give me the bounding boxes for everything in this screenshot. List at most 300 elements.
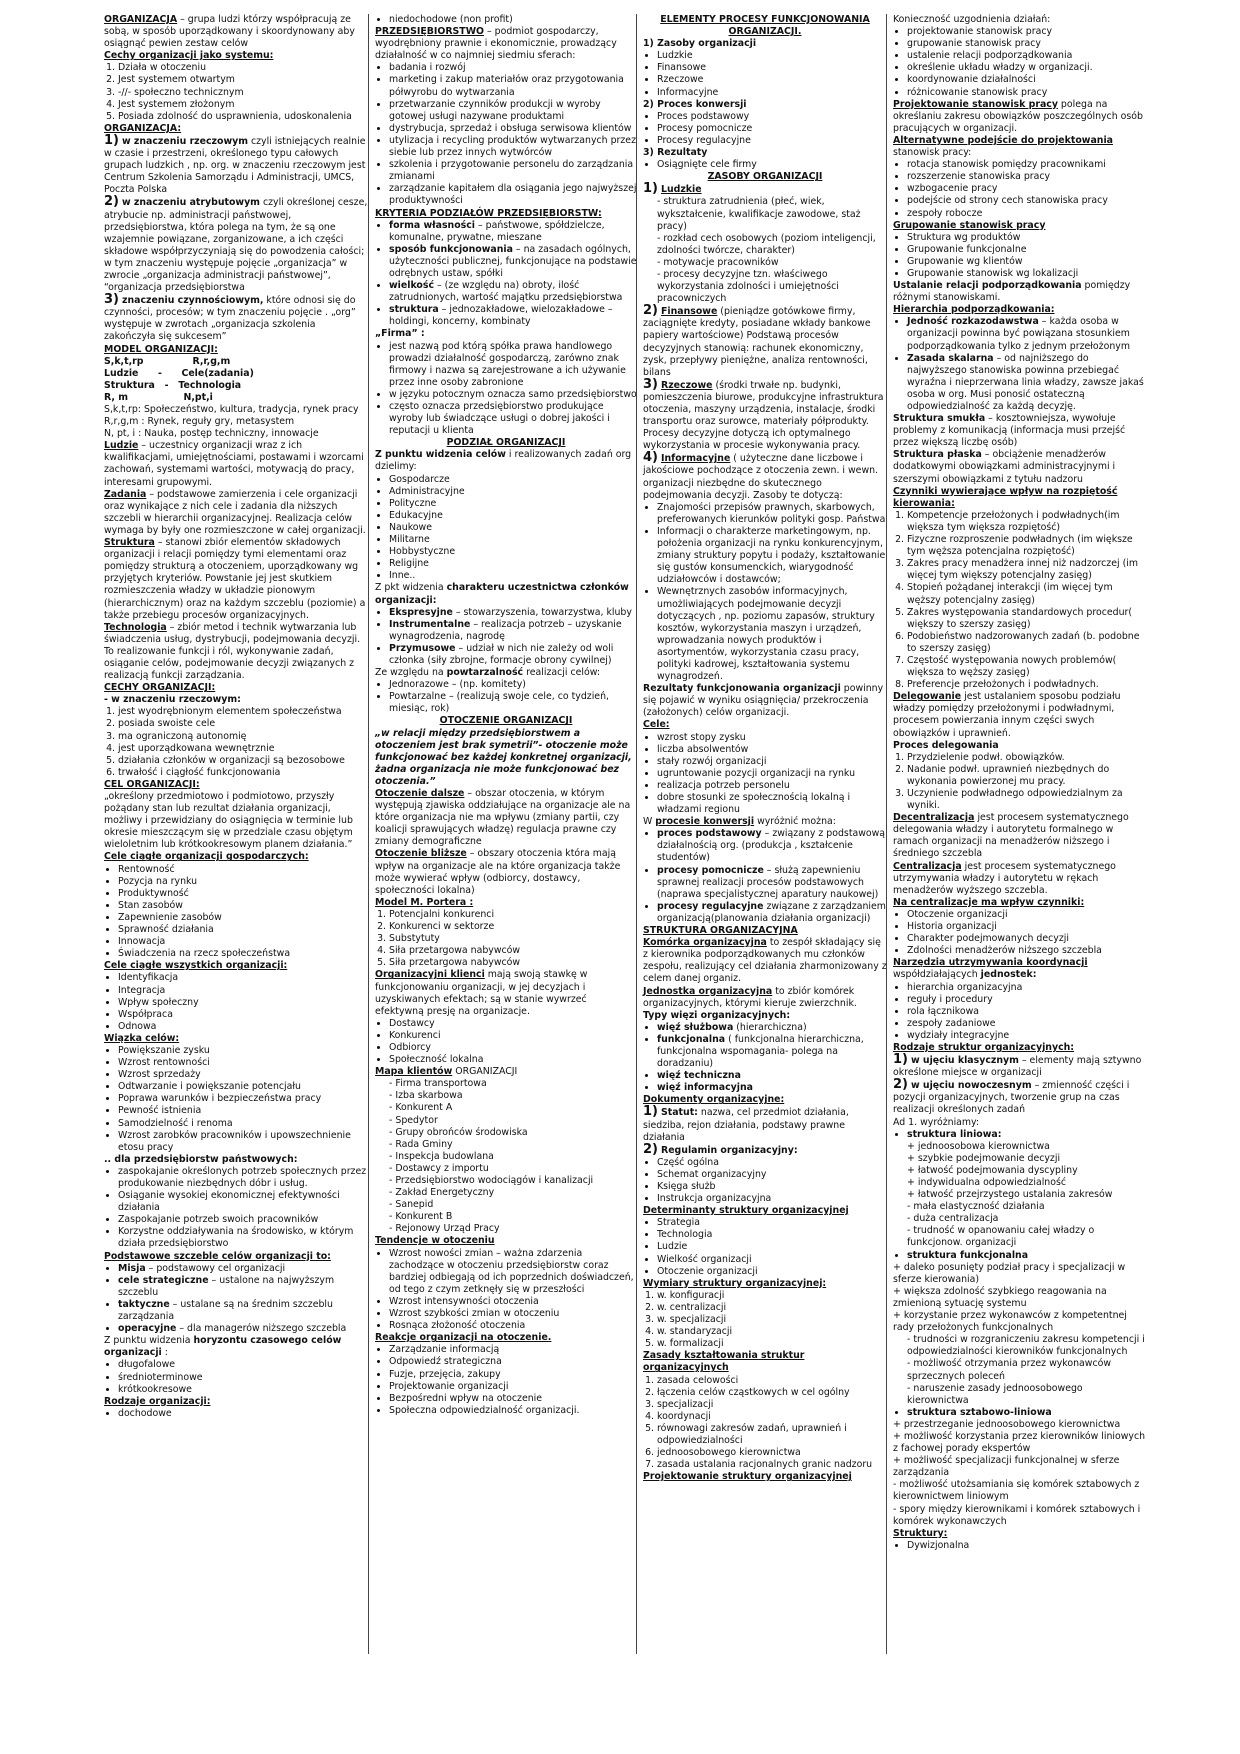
list-item: • w języku potocznym oznacza samo przedsiębiorstwo	[389, 389, 637, 401]
list-item: • Zapewnienie zasobów	[118, 912, 368, 924]
list-item: 7. Częstość występowania nowych problemów( większa to węższy zasięg)	[907, 655, 1147, 679]
paragraph: 2) w znaczeniu atrybutowym czyli określonej cesze, atrybucie np. administracji państwowej, przedsiębiorstwa, która polega na tym, że są one wzajemnie powiązane, zorganizowane, a ich części składowe współprzyczyniają się do powodzenia całości; w tym znaczeniu występuje pojęcie „organizacja” w zwrocie „organizacja administracji państwowej”, “organizacja przedsiębiorstwa	[104, 194, 368, 294]
list-item: 2. Konkurenci w sektorze	[389, 921, 637, 933]
list-item: • realizacja potrzeb personelu	[657, 780, 887, 792]
list-item: • ustalenie relacji podporządkowania	[907, 50, 1147, 62]
list-item: • zespoły zadaniowe	[907, 1018, 1147, 1030]
list-item: + łatwość podejmowania dyscypliny	[907, 1165, 1147, 1177]
bullet-list	[104, 972, 368, 1032]
bullet-list	[643, 111, 887, 147]
list-item: • Militarne	[389, 534, 637, 546]
section-heading: Czynniki wywierające wpływ na rozpiętość kierowania:	[893, 485, 1118, 509]
list-item: 3. Zakres pracy menadżera innej niż nadzorczej (im więcej tym większy potencjalny zasięg)	[907, 558, 1147, 582]
list-item: - Przedsiębiorstwo wodociągów i kanalizacji	[389, 1175, 637, 1187]
bullet-list	[104, 1359, 368, 1395]
list-item: • Edukacyjne	[389, 510, 637, 522]
list-item: 5. Posiada zdolność do usprawnienia, udoskonalenia	[118, 111, 368, 123]
bullet-list	[893, 909, 1147, 957]
list-item: + łatwość przejrzystego ustalania zakresów	[907, 1189, 1147, 1201]
list-item: 3. w. specjalizacji	[657, 1314, 887, 1326]
section-heading: STRUKTURA ORGANIZACYJNA	[643, 925, 798, 937]
list-item: • średnioterminowe	[118, 1372, 368, 1384]
paragraph: To realizowanie funkcji i ról, wykonywanie zadań, osiąganie celów, podejmowanie decyzji związanych z realizacją funkcji zarządzania.	[104, 645, 355, 682]
paragraph: Otoczenie bliższe – obszary otoczenia która mają wpływ na organizacje ale na które organizacja także może wywierać wpływ (odbiorcy, dostawcy, społeczności lokalna)	[375, 848, 621, 896]
bullet-list	[104, 1045, 368, 1154]
paragraph: Organizacyjni klienci mają swoją stawkę w funkcjonowaniu organizacji, w jej decyzjach i uzyskiwanych efektach; są w stanie wywrzeć efektywną presję na organizacje.	[375, 969, 588, 1017]
paragraph: 4) Informacyjne ( użyteczne dane liczbowe i jakościowe pochodzące z otoczenia zewn. i wewn. organizacji niezbędne do skutecznego podejmowania decyzji. Zasoby te dotyczą:	[643, 450, 879, 501]
paragraph: Ustalanie relacji podporządkowania pomiędzy różnymi stanowiskami.	[893, 280, 1131, 304]
column-3	[636, 14, 887, 1654]
list-item: 1. Potencjalni konkurenci	[389, 909, 637, 921]
list-item: - Spedytor	[389, 1115, 637, 1127]
list-item: - Firma transportowa	[389, 1078, 637, 1090]
list-item: • Bezpośredni wpływ na otoczenie	[389, 1393, 637, 1405]
column-4	[886, 14, 1147, 1654]
list-item: • proces podstawowy – związany z podstawową działalnością org. (produkcja , kształcenie studentów)	[657, 828, 887, 864]
list-item: • marketing i zakup materiałów oraz przygotowania półwyrobu do wytwarzania	[389, 74, 637, 98]
list-item: • Wielkość organizacji	[657, 1254, 887, 1266]
section-heading: Grupowanie stanowisk pracy	[893, 219, 1046, 231]
paragraph: Z pkt widzenia charakteru uczestnictwa członków organizacji:	[375, 582, 629, 606]
list-item: - naruszenie zasady jednoosobowego kierownictwa	[907, 1383, 1147, 1407]
list-item: • zespoły robocze	[907, 208, 1147, 220]
paragraph: Decentralizacja jest procesem systematycznego delegowania władzy i autorytetu formalnego w ramach organizacji na menadżerów niższego i średniego szczebla	[893, 812, 1129, 860]
bullet-list	[643, 1217, 887, 1277]
list-item: • Odbiorcy	[389, 1042, 637, 1054]
list-item: - struktura zatrudnienia (płeć, wiek, wykształcenie, kwalifikacje zawodowe, staż pracy)	[657, 196, 887, 232]
list-item: • Instrumentalne – realizacja potrzeb – uzyskanie wynagrodzenia, nagrodę	[389, 619, 637, 643]
paragraph: Narzędzia utrzymywania koordynacji współdziałających jednostek:	[893, 957, 1088, 981]
list-item: • Produktywność	[118, 888, 368, 900]
list-item: • Społeczna odpowiedzialność organizacji.	[389, 1405, 637, 1417]
list-item: • Wewnętrznych zasobów informacyjnych, umożliwiających podejmowanie decyzji dotyczących , np. poziomu zapasów, struktury kosztów, wykorzystania maszyn i urządzeń, wprowadzania nowych produktów i asortymentów, wykorzystania czasu pracy, polityki kadrowej, kształtowania systemu wynagrodzeń.	[657, 586, 887, 683]
paragraph: Struktura płaska – obciążenie menadżerów dodatkowymi obowiązkami administracyjnymi i szerszymi obowiązkami z tytułu nadzoru	[893, 449, 1116, 485]
list-item: • Misja – podstawowy cel organizacji	[118, 1263, 368, 1275]
paragraph: - w znaczeniu rzeczowym:	[104, 694, 241, 706]
list-item: • forma własności – państwowe, spółdzielcze, komunalne, prywatne, mieszane	[389, 220, 637, 244]
list-item: • Wzrost szybkości zmian w otoczeniu	[389, 1308, 637, 1320]
list-item: • szkolenia i przygotowanie personelu do zarządzania zmianami	[389, 159, 637, 183]
list-item: 2. posiada swoiste cele	[118, 718, 368, 730]
list-item: • wzrost stopy zysku	[657, 732, 887, 744]
paragraph: Struktura – stanowi zbiór elementów składowych organizacji i relacji pomiędzy tymi elementami oraz pomiędzy strukturą a otoczeniem, uporządkowany wg przyjętych kryteriów. Powstanie jej jest skutkiem rozmieszczenia władzy w układzie pionowym (hierarchicznym) oraz na każdym szczeblu (poziomie) a także przebiegu procesów organizacyjnych.	[104, 537, 366, 621]
list-item: - mała elastyczność działania	[907, 1201, 1147, 1213]
list-item: • wydziały integracyjne	[907, 1030, 1147, 1042]
list-item: • niedochodowe (non profit)	[389, 14, 637, 26]
list-item: • operacyjne – dla managerów niższego szczebla	[118, 1323, 368, 1335]
paragraph: 1) Statut: nazwa, cel przedmiot działania, siedziba, rejon działania, podstawy prawne działania	[643, 1104, 849, 1143]
list-item: • rozszerzenie stanowiska pracy	[907, 171, 1147, 183]
list-item: • Zdolności menadżerów niższego szczebla	[907, 945, 1147, 957]
column-2	[368, 14, 637, 1654]
list-item: • Ludzkie	[657, 50, 887, 62]
bullet-list	[375, 220, 637, 329]
list-item: 5. działania członków w organizacji są bezosobowe	[118, 755, 368, 767]
list-item: • dobre stosunki ze społecznością lokalną i władzami regionu	[657, 792, 887, 816]
paragraph: 1) Ludzkie	[643, 181, 702, 197]
section-heading: Zasady kształtowania struktur organizacyjnych	[643, 1350, 805, 1374]
list-item: • Informacji o charakterze marketingowym, np. położenia organizacji na rynku konkurencyjnym, zmiany struktury popytu i podaży, kształtowanie się gustów konsumenckich, wiarygodność udziałowców i dostawców;	[657, 526, 887, 586]
bullet-list	[893, 1250, 1147, 1262]
paragraph: Typy więzi organizacyjnych:	[643, 1009, 791, 1021]
list-item: 3. Uczynienie podwładnego odpowiedzialnym za wyniki.	[907, 788, 1147, 812]
list-item: • Przymusowe – udział w nich nie zależy od woli członka (siły zbrojne, formacje obrony cywilnej)	[389, 643, 637, 667]
list-item: • Znajomości przepisów prawnych, skarbowych, preferowanych kierunków polityki gosp. Państwa	[657, 502, 887, 526]
list-item: - możliwość otrzymania przez wykonawców sprzecznych poleceń	[907, 1358, 1147, 1382]
paragraph: 3) znaczeniu czynnościowym, które odnosi się do czynności, procesów; w tym znaczeniu pojęcie . „org” występuje w zwrotach „organizacja szkolenia zakończyła się sukcesem”	[104, 292, 356, 343]
list-item: - trudność w opanowaniu całej władzy o funkcjonow. organizacji	[907, 1225, 1147, 1249]
list-item: • Procesy regulacyjne	[657, 135, 887, 147]
list-item: • dochodowe	[118, 1408, 368, 1420]
section-heading: KRYTERIA PODZIAŁÓW PRZEDSIĘBIORSTW:	[375, 207, 602, 219]
list-item: • Konkurenci	[389, 1030, 637, 1042]
section-heading: Tendencje w otoczeniu	[375, 1235, 495, 1247]
list-item: 1. Działa w otoczeniu	[118, 62, 368, 74]
section-heading: ORGANIZACJA:	[104, 122, 182, 134]
list-item: • określenie układu władzy w organizacji.	[907, 62, 1147, 74]
list-item: • Poprawa warunków i bezpieczeństwa pracy	[118, 1093, 368, 1105]
list-item: • Instrukcja organizacyjna	[657, 1193, 887, 1205]
list-item: • hierarchia organizacyjna	[907, 982, 1147, 994]
section-heading: CECHY ORGANIZACJI:	[104, 682, 216, 694]
paragraph: ELEMENTY PROCESY FUNKCJONOWANIA ORGANIZACJI.	[660, 14, 870, 38]
list-item: • stały rozwój organizacji	[657, 756, 887, 768]
list-item: 3. specjalizacji	[657, 1399, 887, 1411]
paragraph: PRZEDSIĘBIORSTWO – podmiot gospodarczy, wyodrębniony prawnie i ekonomicznie, prowadzący działalność w co najmniej siedmiu sferach:	[375, 26, 617, 62]
list-item: 6. trwałość i ciągłość funkcjonowania	[118, 767, 368, 779]
paragraph: OTOCZENIE ORGANIZACJI	[439, 715, 573, 727]
section-heading: Hierarchia podporządkowania:	[893, 304, 1055, 316]
list-item: • Grupowanie stanowisk wg lokalizacji	[907, 268, 1147, 280]
list-item: + szybkie podejmowanie decyzji	[907, 1153, 1147, 1165]
paragraph: Projektowanie stanowisk pracy polega na określaniu zakresu obowiązków poszczególnych osób pracujących w organizacji.	[893, 98, 1143, 134]
section-heading: Cele ciągłe organizacji gospodarczych:	[104, 851, 309, 863]
list-item: 2. w. centralizacji	[657, 1302, 887, 1314]
bullet-list	[375, 14, 637, 26]
list-item: 7. zasada ustalania racjonalnych granic nadzoru	[657, 1459, 887, 1471]
bullet-list	[893, 159, 1147, 219]
list-item: 1. Przydzielenie podwł. obowiązków.	[907, 752, 1147, 764]
list-item: - Sanepid	[389, 1199, 637, 1211]
section-heading: Cechy organizacji jako systemu:	[104, 50, 274, 62]
list-item: • Struktura wg produktów	[907, 232, 1147, 244]
numbered-list	[893, 752, 1147, 812]
bullet-list	[893, 1129, 1147, 1141]
list-item: 1. jest wyodrębnionym elementem społeczeństwa	[118, 706, 368, 718]
list-item: 4. Jest systemem złożonym	[118, 99, 368, 111]
paragraph: Z punktu widzenia horyzontu czasowego celów organizacji :	[104, 1335, 342, 1359]
list-item: • Część ogólna	[657, 1157, 887, 1169]
list-item: 6. jednoosobowego kierownictwa	[657, 1447, 887, 1459]
list-item: - Zakład Energetyczny	[389, 1187, 637, 1199]
list-item: • Wzrost rentowności	[118, 1057, 368, 1069]
list-item: • Proces podstawowy	[657, 111, 887, 123]
list-item: • taktyczne – ustalane są na średnim szczeblu zarządzania	[118, 1299, 368, 1323]
bullet-list	[893, 1334, 1147, 1407]
list-item: - Konkurent A	[389, 1102, 637, 1114]
list-item: • Informacyjne	[657, 87, 887, 99]
bullet-list	[643, 196, 887, 305]
list-item: • ugruntowanie pozycji organizacji na rynku	[657, 768, 887, 780]
list-item: 1. Kompetencje przełożonych i podwładnych(im większa tym większa rozpiętość)	[907, 510, 1147, 534]
section-heading: MODEL ORGANIZACJI:	[104, 343, 218, 355]
list-item: 4. koordynacji	[657, 1411, 887, 1423]
paragraph: Alternatywne podejście do projektowania stanowisk pracy:	[893, 134, 1114, 159]
numbered-list	[375, 909, 637, 969]
list-item: • Innowacja	[118, 936, 368, 948]
bullet-list	[643, 828, 887, 925]
section-heading: Cele ciągłe wszystkich organizacji:	[104, 960, 288, 972]
list-item: • liczba absolwentów	[657, 744, 887, 756]
bullet-list	[643, 50, 887, 98]
list-item: • Integracja	[118, 985, 368, 997]
list-item: • często oznacza przedsiębiorstwo produkujące wyroby lub świadczące usługi o dobrej jakości i reputacji u klienta	[389, 401, 637, 437]
bullet-list	[375, 607, 637, 667]
list-item: 5. Zakres występowania standardowych procedur( większy to szerszy zasięg)	[907, 607, 1147, 631]
list-item: • Odpowiedź strategiczna	[389, 1356, 637, 1368]
section-heading: Podstawowe szczeble celów organizacji to:	[104, 1250, 331, 1262]
paragraph: 1) w znaczeniu rzeczowym czyli istniejących realnie w czasie i przestrzeni, określonego typu całowych grupach ludzkich , np. org. w znaczeniu rzeczowym jest Centrum Szkolenia Samorządu i Administracji, UMCS, Poczta Polska	[104, 132, 366, 196]
list-item: - motywacje pracowników	[657, 257, 887, 269]
bullet-list	[375, 1248, 637, 1333]
bullet-list	[893, 982, 1147, 1042]
section-heading: CEL ORGANIZACJI:	[104, 778, 200, 790]
list-item: • Wzrost sprzedaży	[118, 1069, 368, 1081]
list-item: • Zasada skalarna – od najniższego do najwyższego stanowiska powinna przebiegać wyraźna i nieprzerwana linia władzy, zawsze jakaś osoba w org. Musi ponosić ostateczną odpowiedzialność za każdą decyzję.	[907, 353, 1147, 413]
paragraph: Centralizacja jest procesem systematycznego utrzymywania władzy i autorytetu w rękach menadżerów wyższego szczebla.	[893, 860, 1116, 896]
list-item: • Religijne	[389, 558, 637, 570]
section-heading: Model M. Portera :	[375, 896, 474, 908]
numbered-list	[643, 1290, 887, 1350]
list-item: • Dywizjonalna	[907, 1540, 1147, 1552]
list-item: - duża centralizacja	[907, 1213, 1147, 1225]
list-item: • Powiększanie zysku	[118, 1045, 368, 1057]
list-item: 1. zasada celowości	[657, 1375, 887, 1387]
paragraph: Komórka organizacyjna to zespół składający się z kierownika podporządkowanych mu członków zespołu, realizujący cel działania zharmonizowany z celem danej organiz.	[643, 937, 887, 985]
list-item: • sposób funkcjonowania – na zasadach ogólnych, użyteczności publicznej, funkcjonujące na podstawie odrębnych ustaw, spółki	[389, 244, 637, 280]
list-item: • Świadczenia na rzecz społeczeństwa	[118, 948, 368, 960]
section-heading: Na centralizacje ma wpływ czynniki:	[893, 896, 1085, 908]
paragraph: 2) Proces konwersji	[643, 98, 747, 110]
paragraph: S,k,t,rp: Społeczeństwo, kultura, tradycja, rynek pracy R,r,g,m : Rynek, reguły gry, metasystem N, pt, i : Nauka, postęp techniczny, innowacje	[104, 404, 359, 440]
list-item: • Pewność istnienia	[118, 1105, 368, 1117]
paragraph: Delegowanie jest ustalaniem sposobu podziału władzy pomiędzy przełożonymi i podwładnymi, procesem powierzania innym części swych obowiązków i uprawnień.	[893, 691, 1121, 739]
list-item: • grupowanie stanowisk pracy	[907, 38, 1147, 50]
list-item: • badania i rozwój	[389, 62, 637, 74]
paragraph: 1) Zasoby organizacji	[643, 38, 757, 50]
list-item: • Ludzie	[657, 1241, 887, 1253]
list-item: - Rada Gminy	[389, 1139, 637, 1151]
list-item: • przetwarzanie czynników produkcji w wyroby gotowej usługi nazywane produktami	[389, 99, 637, 123]
list-item: • Grupowanie funkcjonalne	[907, 244, 1147, 256]
paragraph: Struktura smukła – kosztowniejsza, wywołuje problemy z komunikacją (informacja musi przejść przez większą liczbę osób)	[893, 413, 1126, 449]
list-item: • projektowanie stanowisk pracy	[907, 26, 1147, 38]
list-item: • Gospodarcze	[389, 474, 637, 486]
list-item: • Powtarzalne – (realizują swoje cele, co tydzień, miesiąc, rok)	[389, 691, 637, 715]
bullet-list	[375, 1344, 637, 1417]
list-item: • Naukowe	[389, 522, 637, 534]
paragraph: + daleko posunięty podział pracy i specjalizacji w sferze kierowania) + większa zdolność szybkiego reagowania na zmienioną sytuację systemu + korzystanie przez wykonawców z kompetentnej rady przełożonych funkcjonalnych	[893, 1261, 1127, 1334]
paragraph: Otoczenie dalsze – obszar otoczenia, w którym występują zjawiska oddziałujące na organizacje ale na które organizacja nie ma wpływu (zmiany partii, czy koalicji sprawujących władzę) regulacja prawne czy zmiany demograficzne	[375, 788, 631, 848]
bullet-list	[104, 864, 368, 961]
bullet-list	[893, 316, 1147, 413]
list-item: • Zarządzanie informacją	[389, 1344, 637, 1356]
paragraph: Jednostka organizacyjna to zbiór komórek organizacyjnych, którymi kieruje zwierzchnik.	[643, 985, 857, 1009]
paragraph: .. dla przedsiębiorstw państwowych:	[104, 1153, 298, 1165]
list-item: • Samodzielność i renoma	[118, 1118, 368, 1130]
list-item: • Finansowe	[657, 62, 887, 74]
list-item: • zarządzanie kapitałem dla osiągania jego najwyższej produktywności	[389, 183, 637, 207]
numbered-list	[643, 1375, 887, 1472]
section-heading: Cele:	[643, 719, 670, 731]
list-item: • długofalowe	[118, 1359, 368, 1371]
list-item: • więź służbowa (hierarchiczna)	[657, 1022, 887, 1034]
section-heading: Rodzaje struktur organizacyjnych:	[893, 1041, 1075, 1053]
list-item: 3. -//- społeczno technicznym	[118, 87, 368, 99]
list-item: • Odtwarzanie i powiększanie potencjału	[118, 1081, 368, 1093]
list-item: 2. łączenia celów cząstkowych w cel ogólny	[657, 1387, 887, 1399]
list-item: - Grupy obrońców środowiska	[389, 1127, 637, 1139]
list-item: • Rzeczowe	[657, 74, 887, 86]
list-item: - Izba skarbowa	[389, 1090, 637, 1102]
list-item: • Ekspresyjne – stowarzyszenia, towarzystwa, kluby	[389, 607, 637, 619]
bullet-list	[893, 1201, 1147, 1249]
list-item: • rola łącznikowa	[907, 1006, 1147, 1018]
list-item: 6. Podobieństwo nadzorowanych zadań (b. podobne to szerszy zasięg)	[907, 631, 1147, 655]
list-item: + jednoosobowa kierownictwa	[907, 1141, 1147, 1153]
paragraph: „Firma” :	[375, 328, 425, 340]
list-item: • Projektowanie organizacji	[389, 1381, 637, 1393]
bullet-list	[643, 732, 887, 817]
list-item: • Osiągnięte cele firmy	[657, 159, 887, 171]
paragraph: Ad 1. wyróżniamy:	[893, 1116, 980, 1128]
list-item: • Technologia	[657, 1229, 887, 1241]
bullet-list	[893, 26, 1147, 99]
list-item: • koordynowanie działalności	[907, 74, 1147, 86]
list-item: • Wzrost intensywności otoczenia	[389, 1296, 637, 1308]
list-item: • Hobbystyczne	[389, 546, 637, 558]
paragraph: 2) Regulamin organizacyjny:	[643, 1141, 798, 1157]
list-item: 4. Siła przetargowa nabywców	[389, 945, 637, 957]
bullet-list	[375, 1078, 637, 1235]
paragraph: W procesie konwersji wyróżnić można:	[643, 816, 836, 828]
paragraph: Z punktu widzenia celów i realizowanych zadań org dzielimy:	[375, 449, 632, 473]
list-item: • Sprawność działania	[118, 924, 368, 936]
list-item: • reguły i procedury	[907, 994, 1147, 1006]
list-item: • Jednorazowe – (np. komitety)	[389, 679, 637, 691]
paragraph: Rezultaty funkcjonowania organizacji powinny się pojawić w wyniku osiągnięcia/ przekroczenia (założonych) celów organizacji.	[643, 683, 884, 719]
document-page	[104, 14, 1144, 1654]
list-item: • struktura sztabowo-liniowa	[907, 1407, 1147, 1419]
list-item: • Charakter podejmowanych decyzji	[907, 933, 1147, 945]
list-item: • struktura – jednozakładowe, wielozakładowe – holdingi, koncerny, kombinaty	[389, 304, 637, 328]
list-item: 1. w. konfiguracji	[657, 1290, 887, 1302]
list-item: • utylizacja i recycling produktów wytwarzanych przez siebie lub przez innych wytwórców	[389, 135, 637, 159]
paragraph: Ludzie – uczestnicy organizacji wraz z ich kwalifikacjami, umiejętnościami, postawami i wzorcami zachowań, systemami wartości, motywacją do pracy, interesami grupowymi.	[104, 440, 364, 488]
list-item: • Fuzje, przejęcia, zakupy	[389, 1369, 637, 1381]
list-item: • Korzystne oddziaływania na środowisko, w którym działa przedsiębiorstwo	[118, 1226, 368, 1250]
paragraph: ORGANIZACJA – grupa ludzi którzy współpracują ze sobą, w sposób uporządkowany i skoordynowany aby osiągnąć pewien zestaw celów	[104, 14, 355, 50]
bullet-list	[893, 1407, 1147, 1419]
paragraph: Konieczność uzgodnienia działań:	[893, 14, 1051, 25]
section-heading: Determinanty struktury organizacyjnej	[643, 1205, 849, 1217]
paragraph: Zadania – podstawowe zamierzenia i cele organizacji oraz wynikające z nich cele i zadania dla niższych szczebli w hierarchii organizacyjnej. Realizacja celów wymaga by były one rozmieszczone w całej organizacji.	[104, 488, 366, 536]
list-item: 4. Stopień pożądanej interakcji (im więcej tym węższy potencjalny zasięg)	[907, 582, 1147, 606]
section-heading: Rodzaje organizacji:	[104, 1395, 211, 1407]
list-item: • różnicowanie stanowisk pracy	[907, 87, 1147, 99]
list-item: • Stan zasobów	[118, 900, 368, 912]
bullet-list	[893, 232, 1147, 280]
list-item: 4. w. standaryzacji	[657, 1326, 887, 1338]
list-item: • procesy regulacyjne związane z zarządzaniem organizacją(planowania działania organizacji)	[657, 901, 887, 925]
list-item: 3. Substytuty	[389, 933, 637, 945]
list-item: 3. ma ograniczoną autonomię	[118, 731, 368, 743]
list-item: • dystrybucja, sprzedaż i obsługa serwisowa klientów	[389, 123, 637, 135]
section-heading: Projektowanie struktury organizacyjnej	[643, 1471, 852, 1483]
bullet-list	[375, 1018, 637, 1066]
bullet-list	[104, 1408, 368, 1420]
list-item: • Rentowność	[118, 864, 368, 876]
list-item: • Społeczność lokalna	[389, 1054, 637, 1066]
list-item: - rozkład cech osobowych (poziom inteligencji, zdolności twórcze, charakter)	[657, 233, 887, 257]
list-item: • Dostawcy	[389, 1018, 637, 1030]
list-item: • Wzrost nowości zmian – ważna zdarzenia zachodzące w otoczeniu przedsiębiorstw coraz bardziej odbiegają od ich poprzednich doświadczeń, od tego z czym zetknęły się w przeszłości	[389, 1248, 637, 1296]
list-item: - Konkurent B	[389, 1211, 637, 1223]
list-item: • podejście od strony cech stanowiska pracy	[907, 195, 1147, 207]
list-item: • cele strategiczne – ustalone na najwyższym szczeblu	[118, 1275, 368, 1299]
list-item: • Wzrost zarobków pracowników i upowszechnienie etosu pracy	[118, 1130, 368, 1154]
list-item: • Odnowa	[118, 1021, 368, 1033]
numbered-list	[893, 510, 1147, 691]
list-item: • Osiąganie wysokiej ekonomicznej efektywności działania	[118, 1190, 368, 1214]
paragraph: Ze względu na powtarzalność realizacji celów:	[375, 667, 601, 679]
list-item: • Pozycja na rynku	[118, 876, 368, 888]
list-item: • Inne..	[389, 570, 637, 582]
paragraph: ZASOBY ORGANIZACJI	[707, 171, 823, 183]
list-item: • rotacja stanowisk pomiędzy pracownikami	[907, 159, 1147, 171]
bullet-list	[643, 1157, 887, 1205]
paragraph: 2) w ujęciu nowoczesnym – zmienność części i pozycji organizacyjnych, tworzenie grup na czas realizacji określonych zadań	[893, 1077, 1130, 1116]
bullet-list	[375, 341, 637, 438]
paragraph: „określony przedmiotowo i podmiotowo, przyszły pożądany stan lub rezultat działania organizacji, możliwy i przewidziany do osiągnięcia w terminie lub okresie mieszczącym się w przedziale czasu objętym wieloletnim lub krótkookresowym planem działania.”	[104, 791, 353, 851]
bullet-list	[104, 1263, 368, 1336]
list-item: 5. Siła przetargowa nabywców	[389, 957, 637, 969]
list-item: • wzbogacenie pracy	[907, 183, 1147, 195]
bullet-list	[104, 1166, 368, 1251]
list-item: • Otoczenie organizacji	[907, 909, 1147, 921]
list-item: • Grupowanie wg klientów	[907, 256, 1147, 268]
list-item: • Historia organizacji	[907, 921, 1147, 933]
list-item: • Procesy pomocnicze	[657, 123, 887, 135]
section-heading: Struktury:	[893, 1527, 948, 1539]
bullet-list	[375, 62, 637, 207]
paragraph: „w relacji między przedsiębiorstwem a otoczeniem jest brak symetrii”- otoczenie może funkcjonować bez każdej konkretnej organizacji, żadna organizacja nie może funkcjonować bez otoczenia.”	[375, 727, 632, 787]
list-item: 5. w. formalizacji	[657, 1338, 887, 1350]
paragraph: Proces delegowania	[893, 739, 999, 751]
list-item: • funkcjonalna ( funkcjonalna hierarchiczna, funkcjonalna wspomagania- polega na doradzaniu)	[657, 1034, 887, 1070]
list-item: 4. jest uporządkowana wewnętrznie	[118, 743, 368, 755]
bullet-list	[643, 502, 887, 683]
list-item: • Wpływ społeczny	[118, 997, 368, 1009]
bullet-list	[643, 159, 887, 171]
list-item: • struktura funkcjonalna	[907, 1250, 1147, 1262]
numbered-list	[104, 706, 368, 779]
list-item: • Polityczne	[389, 498, 637, 510]
paragraph: + przestrzeganie jednoosobowego kierownictwa + możliwość korzystania przez kierowników liniowych z fachowej porady ekspertów + możliwość specjalizacji funkcjonalnej w sferze zarządzania - możliwość utożsamiania się komórek sztabowych z kierownictwem liniowym - spory między kierownikami i komórek sztabowych i komórek wykonawczych	[893, 1418, 1146, 1527]
paragraph: PODZIAŁ ORGANIZACJI	[446, 437, 566, 449]
paragraph: 2) Finansowe (pieniądze gotówkowe firmy, zaciągnięte kredyty, posiadane wkłady bankowe papiery wartościowe) Podstawą procesów decyzyjnych stanowią: rachunek ekonomiczny, zysk, przepływy pieniężne, analiza rentowności, bilans	[643, 303, 871, 378]
numbered-list	[104, 62, 368, 122]
